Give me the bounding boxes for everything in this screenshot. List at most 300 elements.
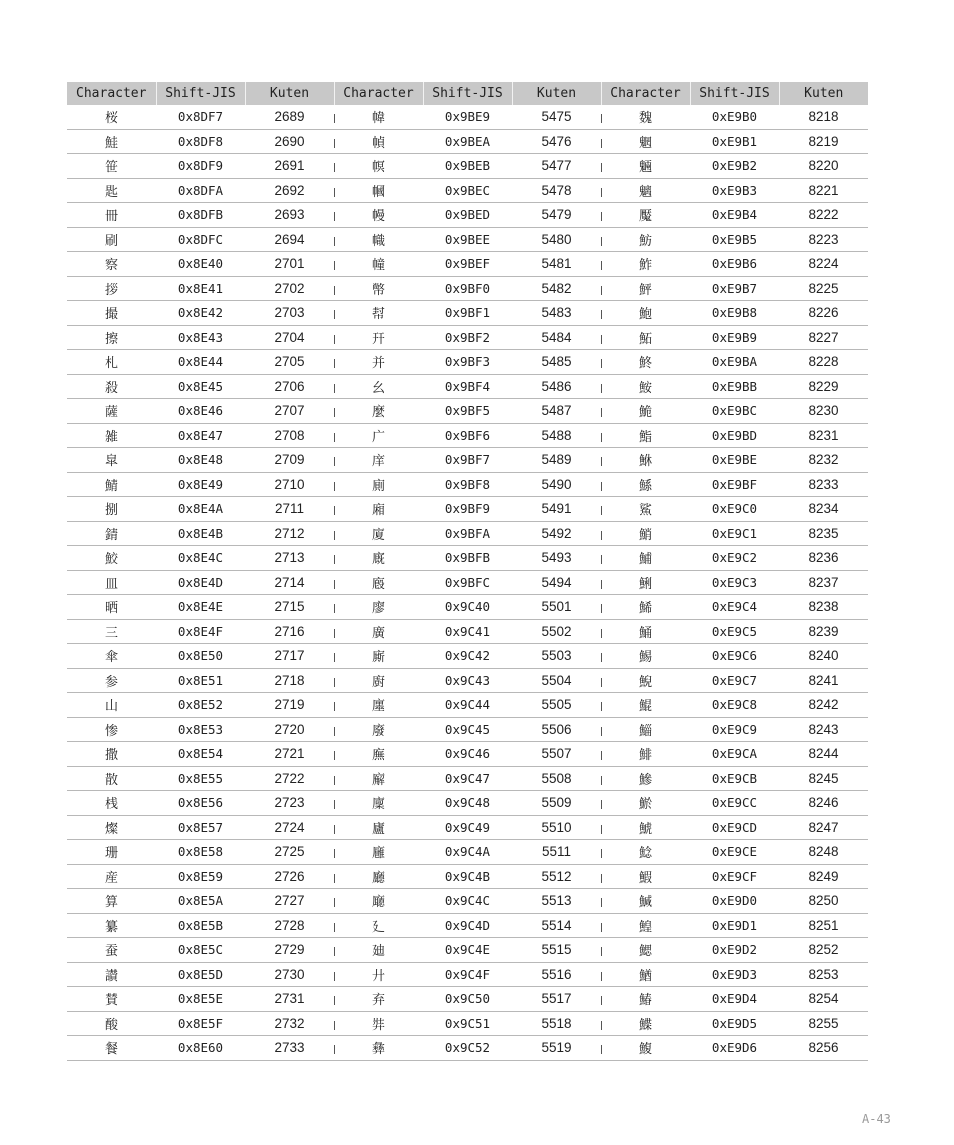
- shift-jis-cell: 0xE9B3: [690, 178, 779, 203]
- shift-jis-cell: 0x9BEC: [423, 178, 512, 203]
- kuten-cell: 2728: [245, 913, 334, 938]
- kuten-cell: 2689: [245, 105, 334, 129]
- character-cell: 珊: [67, 840, 156, 865]
- kuten-cell: 2713: [245, 546, 334, 571]
- table-row: [67, 350, 868, 375]
- character-cell: 廝: [334, 644, 423, 669]
- kuten-cell: 5502: [512, 619, 601, 644]
- shift-jis-cell: 0x8E41: [156, 276, 245, 301]
- shift-jis-cell: 0xE9C3: [690, 570, 779, 595]
- character-cell: 廰: [334, 889, 423, 914]
- kuten-cell: 2694: [245, 227, 334, 252]
- kuten-cell: 5488: [512, 423, 601, 448]
- character-cell: 幺: [334, 374, 423, 399]
- kuten-cell: 5513: [512, 889, 601, 914]
- kuten-cell: 5484: [512, 325, 601, 350]
- character-cell: 察: [67, 252, 156, 277]
- kuten-cell: 8246: [779, 791, 868, 816]
- kuten-cell: 2709: [245, 448, 334, 473]
- kuten-cell: 5509: [512, 791, 601, 816]
- kuten-cell: 5475: [512, 105, 601, 129]
- character-cell: 参: [67, 668, 156, 693]
- shift-jis-cell: 0xE9BF: [690, 472, 779, 497]
- character-cell: 冊: [67, 203, 156, 228]
- character-cell: 廩: [334, 791, 423, 816]
- kuten-cell: 5477: [512, 154, 601, 179]
- shift-jis-cell: 0x9BF7: [423, 448, 512, 473]
- character-cell: 鮠: [601, 399, 690, 424]
- character-cell: 鯱: [601, 815, 690, 840]
- table-row: [67, 105, 868, 129]
- character-cell: 鮭: [67, 129, 156, 154]
- kuten-cell: 5489: [512, 448, 601, 473]
- kuten-cell: 2714: [245, 570, 334, 595]
- kuten-cell: 5503: [512, 644, 601, 669]
- shift-jis-cell: 0xE9BB: [690, 374, 779, 399]
- table-body: [67, 105, 868, 1060]
- kuten-cell: 8242: [779, 693, 868, 718]
- shift-jis-cell: 0x9BF9: [423, 497, 512, 522]
- table-row: [67, 913, 868, 938]
- kuten-cell: 8241: [779, 668, 868, 693]
- shift-jis-cell: 0x9C4B: [423, 864, 512, 889]
- shift-jis-cell: 0x9C50: [423, 987, 512, 1012]
- character-cell: 鮟: [601, 374, 690, 399]
- shift-jis-cell: 0x9C4A: [423, 840, 512, 865]
- kuten-cell: 2711: [245, 497, 334, 522]
- character-cell: 麼: [334, 399, 423, 424]
- table-row: [67, 864, 868, 889]
- shift-jis-cell: 0x9BF4: [423, 374, 512, 399]
- kuten-cell: 2721: [245, 742, 334, 767]
- shift-jis-cell: 0x9BF6: [423, 423, 512, 448]
- kuten-cell: 5511: [512, 840, 601, 865]
- character-cell: 廨: [334, 766, 423, 791]
- character-cell: 鮹: [601, 521, 690, 546]
- character-cell: 鯤: [601, 693, 690, 718]
- character-cell: 匙: [67, 178, 156, 203]
- kuten-cell: 2726: [245, 864, 334, 889]
- kuten-cell: 8226: [779, 301, 868, 326]
- kuten-cell: 8252: [779, 938, 868, 963]
- character-cell: 并: [334, 350, 423, 375]
- character-cell: 蚕: [67, 938, 156, 963]
- kuten-cell: 5506: [512, 717, 601, 742]
- kuten-cell: 8250: [779, 889, 868, 914]
- table-row: [67, 644, 868, 669]
- kuten-cell: 2705: [245, 350, 334, 375]
- character-cell: 傘: [67, 644, 156, 669]
- character-cell: 鯆: [601, 546, 690, 571]
- shift-jis-cell: 0xE9B5: [690, 227, 779, 252]
- character-cell: 纂: [67, 913, 156, 938]
- character-cell: 鯔: [601, 717, 690, 742]
- character-cell: 三: [67, 619, 156, 644]
- shift-jis-cell: 0x8E4D: [156, 570, 245, 595]
- shift-jis-cell: 0xE9D0: [690, 889, 779, 914]
- character-cell: 弃: [334, 987, 423, 1012]
- table-row: [67, 301, 868, 326]
- character-cell: 餐: [67, 1036, 156, 1061]
- header-character: Character: [601, 82, 690, 105]
- shift-jis-cell: 0x9C42: [423, 644, 512, 669]
- kuten-cell: 2717: [245, 644, 334, 669]
- character-cell: 鯀: [601, 472, 690, 497]
- shift-jis-cell: 0x8E48: [156, 448, 245, 473]
- character-cell: 鰒: [601, 1036, 690, 1061]
- table-row: [67, 619, 868, 644]
- shift-jis-cell: 0x8E55: [156, 766, 245, 791]
- kuten-cell: 5480: [512, 227, 601, 252]
- kuten-cell: 5518: [512, 1011, 601, 1036]
- kuten-cell: 8236: [779, 546, 868, 571]
- character-cell: 鮖: [601, 325, 690, 350]
- shift-jis-cell: 0x8E5F: [156, 1011, 245, 1036]
- character-cell: 幗: [334, 178, 423, 203]
- character-cell: 鯊: [601, 497, 690, 522]
- shift-jis-cell: 0x8E4C: [156, 546, 245, 571]
- character-cell: 魏: [601, 105, 690, 129]
- header-kuten: Kuten: [779, 82, 868, 105]
- page-number: A-43: [862, 1112, 891, 1126]
- shift-jis-cell: 0x9C48: [423, 791, 512, 816]
- kuten-cell: 8229: [779, 374, 868, 399]
- table-row: [67, 595, 868, 620]
- character-cell: 拶: [67, 276, 156, 301]
- kuten-cell: 5504: [512, 668, 601, 693]
- shift-jis-cell: 0xE9BA: [690, 350, 779, 375]
- character-cell: 酸: [67, 1011, 156, 1036]
- kuten-cell: 5505: [512, 693, 601, 718]
- table-row: [67, 766, 868, 791]
- table-header: [67, 82, 868, 105]
- shift-jis-cell: 0xE9C2: [690, 546, 779, 571]
- table-row: [67, 154, 868, 179]
- kuten-cell: 8232: [779, 448, 868, 473]
- kuten-cell: 2702: [245, 276, 334, 301]
- table-row: [67, 546, 868, 571]
- table-row: [67, 399, 868, 424]
- character-cell: 廚: [334, 668, 423, 693]
- shift-jis-cell: 0xE9B2: [690, 154, 779, 179]
- character-cell: 鰕: [601, 864, 690, 889]
- kuten-cell: 5492: [512, 521, 601, 546]
- character-cell: 广: [334, 423, 423, 448]
- shift-jis-cell: 0x8E5D: [156, 962, 245, 987]
- shift-jis-cell: 0x8E43: [156, 325, 245, 350]
- kuten-cell: 2690: [245, 129, 334, 154]
- kuten-cell: 5508: [512, 766, 601, 791]
- table-row: [67, 1011, 868, 1036]
- kuten-cell: 8253: [779, 962, 868, 987]
- shift-jis-cell: 0xE9CF: [690, 864, 779, 889]
- character-cell: 撮: [67, 301, 156, 326]
- header-kuten: Kuten: [245, 82, 334, 105]
- shift-jis-cell: 0xE9C6: [690, 644, 779, 669]
- kuten-cell: 2693: [245, 203, 334, 228]
- kuten-cell: 8240: [779, 644, 868, 669]
- shift-jis-cell: 0xE9B6: [690, 252, 779, 277]
- shift-jis-cell: 0x8E42: [156, 301, 245, 326]
- character-cell: 鮨: [601, 423, 690, 448]
- header-shift-jis: Shift-JIS: [156, 82, 245, 105]
- header-kuten: Kuten: [512, 82, 601, 105]
- character-cell: 刷: [67, 227, 156, 252]
- shift-jis-cell: 0x9BF8: [423, 472, 512, 497]
- table-row: [67, 791, 868, 816]
- shift-jis-cell: 0xE9D5: [690, 1011, 779, 1036]
- character-cell: 擦: [67, 325, 156, 350]
- shift-jis-cell: 0x8E60: [156, 1036, 245, 1061]
- shift-jis-cell: 0x8DFC: [156, 227, 245, 252]
- character-cell: 薩: [67, 399, 156, 424]
- kuten-cell: 5491: [512, 497, 601, 522]
- character-cell: 幎: [334, 154, 423, 179]
- character-cell: 散: [67, 766, 156, 791]
- character-cell: 弉: [334, 1011, 423, 1036]
- shift-jis-cell: 0xE9C5: [690, 619, 779, 644]
- kuten-cell: 5515: [512, 938, 601, 963]
- character-cell: 幔: [334, 203, 423, 228]
- character-cell: 鮫: [67, 546, 156, 571]
- shift-jis-cell: 0x9BF2: [423, 325, 512, 350]
- kuten-cell: 8237: [779, 570, 868, 595]
- kuten-cell: 8231: [779, 423, 868, 448]
- kuten-cell: 8255: [779, 1011, 868, 1036]
- shift-jis-cell: 0x9BF1: [423, 301, 512, 326]
- shift-jis-cell: 0x8DF8: [156, 129, 245, 154]
- character-cell: 鰓: [601, 938, 690, 963]
- shift-jis-cell: 0xE9D4: [690, 987, 779, 1012]
- shift-jis-cell: 0x8E4B: [156, 521, 245, 546]
- kuten-cell: 8219: [779, 129, 868, 154]
- header-character: Character: [334, 82, 423, 105]
- kuten-cell: 5517: [512, 987, 601, 1012]
- kuten-cell: 2704: [245, 325, 334, 350]
- kuten-cell: 8227: [779, 325, 868, 350]
- shift-jis-cell: 0x9BEE: [423, 227, 512, 252]
- table-row: [67, 178, 868, 203]
- kuten-cell: 5507: [512, 742, 601, 767]
- shift-jis-cell: 0xE9D3: [690, 962, 779, 987]
- table-row: [67, 717, 868, 742]
- table-row: [67, 889, 868, 914]
- shift-jis-cell: 0x9C40: [423, 595, 512, 620]
- shift-jis-cell: 0x9BEB: [423, 154, 512, 179]
- shift-jis-cell: 0x9BED: [423, 203, 512, 228]
- shift-jis-cell: 0x9BEF: [423, 252, 512, 277]
- shift-jis-cell: 0xE9B9: [690, 325, 779, 350]
- character-cell: 鯢: [601, 668, 690, 693]
- shift-jis-cell: 0x9BFB: [423, 546, 512, 571]
- table-row: [67, 276, 868, 301]
- kuten-cell: 5476: [512, 129, 601, 154]
- kuten-cell: 5519: [512, 1036, 601, 1061]
- kuten-cell: 5478: [512, 178, 601, 203]
- character-cell: 鰺: [601, 766, 690, 791]
- character-cell: 鯖: [67, 472, 156, 497]
- character-cell: 幀: [334, 129, 423, 154]
- character-cell: 廛: [334, 693, 423, 718]
- kuten-cell: 2731: [245, 987, 334, 1012]
- table-row: [67, 962, 868, 987]
- character-cell: 皐: [67, 448, 156, 473]
- kuten-cell: 5510: [512, 815, 601, 840]
- kuten-cell: 5485: [512, 350, 601, 375]
- table-row: [67, 521, 868, 546]
- character-cell: 鮗: [601, 350, 690, 375]
- character-cell: 魑: [601, 178, 690, 203]
- shift-jis-cell: 0x8E5A: [156, 889, 245, 914]
- kuten-cell: 5483: [512, 301, 601, 326]
- kuten-cell: 2732: [245, 1011, 334, 1036]
- shift-jis-cell: 0x9C47: [423, 766, 512, 791]
- shift-jis-cell: 0xE9D2: [690, 938, 779, 963]
- shift-jis-cell: 0x8E50: [156, 644, 245, 669]
- shift-jis-cell: 0x8E47: [156, 423, 245, 448]
- shift-jis-cell: 0x9BEA: [423, 129, 512, 154]
- character-cell: 鯏: [601, 570, 690, 595]
- kuten-cell: 8223: [779, 227, 868, 252]
- kuten-cell: 8254: [779, 987, 868, 1012]
- character-cell: 皿: [67, 570, 156, 595]
- shift-jis-cell: 0x8DFA: [156, 178, 245, 203]
- kuten-cell: 5514: [512, 913, 601, 938]
- shift-jis-cell: 0x9C44: [423, 693, 512, 718]
- table-row: [67, 742, 868, 767]
- shift-jis-cell: 0x8DF7: [156, 105, 245, 129]
- shift-jis-cell: 0x9C41: [423, 619, 512, 644]
- shift-jis-cell: 0x8E56: [156, 791, 245, 816]
- kuten-cell: 8256: [779, 1036, 868, 1061]
- table-row: [67, 374, 868, 399]
- character-cell: 庠: [334, 448, 423, 473]
- character-cell: 桟: [67, 791, 156, 816]
- character-cell: 廏: [334, 570, 423, 595]
- character-cell: 廢: [334, 717, 423, 742]
- kuten-cell: 8230: [779, 399, 868, 424]
- character-cell: 廁: [334, 472, 423, 497]
- character-cell: 廂: [334, 497, 423, 522]
- header-row: [67, 82, 868, 105]
- kuten-cell: 2712: [245, 521, 334, 546]
- kuten-cell: 5493: [512, 546, 601, 571]
- character-cell: 捌: [67, 497, 156, 522]
- character-cell: 鰔: [601, 889, 690, 914]
- character-cell: 鮴: [601, 448, 690, 473]
- shift-jis-cell: 0x8E45: [156, 374, 245, 399]
- kuten-cell: 8244: [779, 742, 868, 767]
- character-cell: 鮓: [601, 252, 690, 277]
- header-shift-jis: Shift-JIS: [423, 82, 512, 105]
- shift-jis-cell: 0xE9CA: [690, 742, 779, 767]
- shift-jis-cell: 0x8E40: [156, 252, 245, 277]
- character-cell: 札: [67, 350, 156, 375]
- character-cell: 廬: [334, 815, 423, 840]
- kuten-cell: 2723: [245, 791, 334, 816]
- table-row: [67, 203, 868, 228]
- kuten-cell: 2729: [245, 938, 334, 963]
- character-cell: 鯲: [601, 791, 690, 816]
- shift-jis-cell: 0x9C43: [423, 668, 512, 693]
- character-cell: 産: [67, 864, 156, 889]
- shift-jis-cell: 0xE9B7: [690, 276, 779, 301]
- kuten-cell: 5487: [512, 399, 601, 424]
- shift-jis-cell: 0x8E5C: [156, 938, 245, 963]
- shift-jis-cell: 0xE9B0: [690, 105, 779, 129]
- character-cell: 桜: [67, 105, 156, 129]
- character-cell: 廡: [334, 742, 423, 767]
- shift-jis-cell: 0x8E49: [156, 472, 245, 497]
- character-cell: 鰈: [601, 1011, 690, 1036]
- kuten-cell: 5516: [512, 962, 601, 987]
- character-cell: 鯰: [601, 840, 690, 865]
- character-cell: 惨: [67, 717, 156, 742]
- table-row: [67, 472, 868, 497]
- shift-jis-cell: 0x9C4D: [423, 913, 512, 938]
- shift-jis-cell: 0x9C4F: [423, 962, 512, 987]
- character-cell: 幤: [334, 276, 423, 301]
- character-cell: 廸: [334, 938, 423, 963]
- shift-jis-cell: 0x9BF3: [423, 350, 512, 375]
- table-row: [67, 227, 868, 252]
- kuten-cell: 8243: [779, 717, 868, 742]
- table-row: [67, 840, 868, 865]
- shift-jis-cell: 0x8E51: [156, 668, 245, 693]
- shift-jis-cell: 0x8E52: [156, 693, 245, 718]
- kuten-cell: 8225: [779, 276, 868, 301]
- character-cell: 算: [67, 889, 156, 914]
- character-cell: 鯡: [601, 742, 690, 767]
- kuten-cell: 8228: [779, 350, 868, 375]
- shift-jis-cell: 0xE9B4: [690, 203, 779, 228]
- kuten-cell: 8238: [779, 595, 868, 620]
- character-cell: 廾: [334, 962, 423, 987]
- character-cell: 廴: [334, 913, 423, 938]
- character-cell: 幢: [334, 252, 423, 277]
- kuten-cell: 5512: [512, 864, 601, 889]
- character-cell: 鯒: [601, 619, 690, 644]
- table-row: [67, 497, 868, 522]
- shift-jis-cell: 0xE9C9: [690, 717, 779, 742]
- shift-jis-cell: 0x9BFC: [423, 570, 512, 595]
- kuten-cell: 2722: [245, 766, 334, 791]
- shift-jis-cell: 0x8E46: [156, 399, 245, 424]
- kuten-cell: 8251: [779, 913, 868, 938]
- shift-jis-cell: 0x8E5E: [156, 987, 245, 1012]
- table-row: [67, 668, 868, 693]
- shift-jis-cell: 0x8E4F: [156, 619, 245, 644]
- shift-jis-cell: 0xE9CE: [690, 840, 779, 865]
- kuten-cell: 8249: [779, 864, 868, 889]
- kuten-cell: 8235: [779, 521, 868, 546]
- character-cell: 魴: [601, 227, 690, 252]
- character-cell: 幃: [334, 105, 423, 129]
- table-row: [67, 570, 868, 595]
- table-row: [67, 129, 868, 154]
- shift-jis-cell: 0xE9CD: [690, 815, 779, 840]
- shift-jis-cell: 0xE9C0: [690, 497, 779, 522]
- character-cell: 賛: [67, 987, 156, 1012]
- character-cell: 廖: [334, 595, 423, 620]
- kuten-cell: 5501: [512, 595, 601, 620]
- shift-jis-cell: 0x9C51: [423, 1011, 512, 1036]
- character-cell: 鰉: [601, 913, 690, 938]
- kuten-cell: 8234: [779, 497, 868, 522]
- shift-jis-cell: 0x9C49: [423, 815, 512, 840]
- shift-jis-cell: 0x8E59: [156, 864, 245, 889]
- shift-jis-cell: 0x8DF9: [156, 154, 245, 179]
